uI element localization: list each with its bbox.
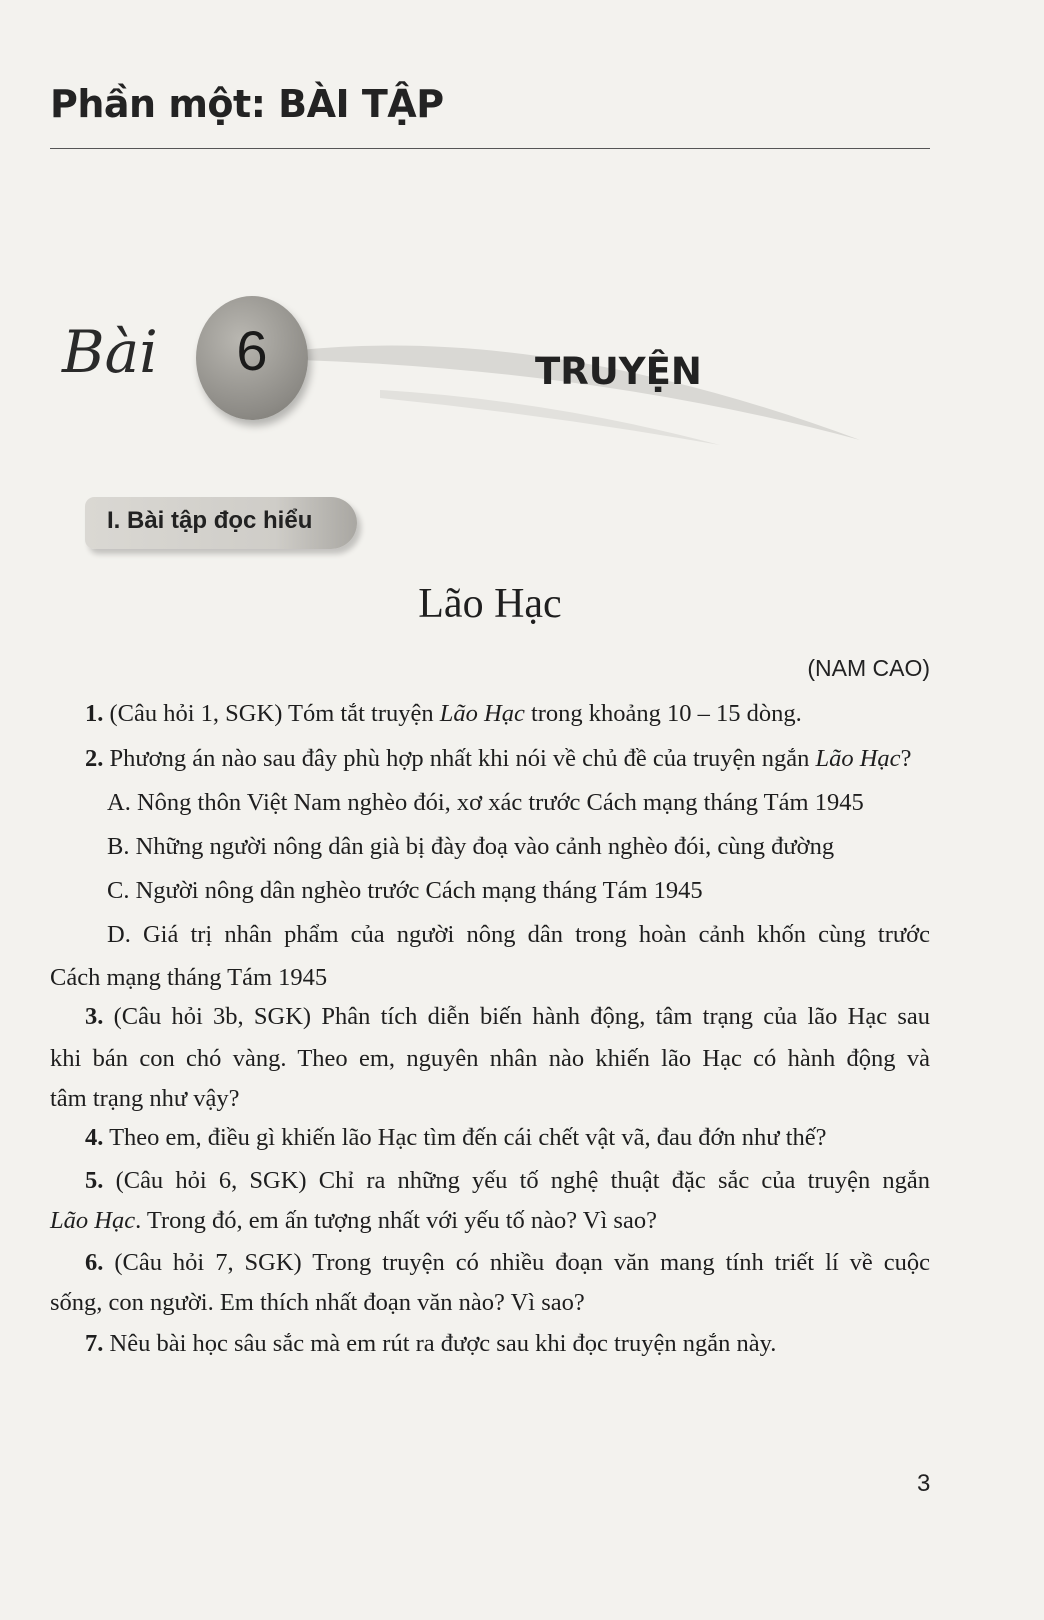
italic-title: Lão Hạc <box>439 700 525 727</box>
question-6-line-2: sống, con người. Em thích nhất đoạn văn nào? Vì sao? <box>50 1289 585 1316</box>
author: (NAM CAO) <box>807 655 930 681</box>
question-text: . Trong đó, em ấn tượng nhất với yếu tố nào? Vì sao? <box>135 1207 657 1234</box>
question-number: 5. <box>85 1167 104 1194</box>
question-3-line-2: khi bán con chó vàng. Theo em, nguyên nhân nào khiến lão Hạc có hành động và <box>50 1045 930 1072</box>
option-d: D. Giá trị nhân phẩm của người nông dân trong hoàn cảnh khốn cùng trước <box>107 921 930 948</box>
italic-title: Lão Hạc <box>815 745 901 772</box>
question-2 <box>85 745 930 773</box>
question-text: trong khoảng 10 – 15 dòng. <box>524 700 802 727</box>
option-b: B. Những người nông dân già bị đày đoạ vào cảnh nghèo đói, cùng đường <box>107 833 835 860</box>
option-a: A. Nông thôn Việt Nam nghèo đói, xơ xác trước Cách mạng tháng Tám 1945 <box>107 789 864 816</box>
story-title: Lão Hạc <box>418 581 562 627</box>
option-c: C. Người nông dân nghèo trước Cách mạng tháng Tám 1945 <box>107 877 703 904</box>
question-6 <box>85 1249 930 1277</box>
question-text: (Câu hỏi 7, SGK) Trong truyện có nhiều đoạn văn mang tính triết lí về cuộc <box>114 1249 930 1276</box>
question-number: 7. <box>85 1330 104 1357</box>
option-d-continued: Cách mạng tháng Tám 1945 <box>50 964 328 991</box>
lesson-title: TRUYỆN <box>535 350 702 393</box>
question-text: Theo em, điều gì khiến lão Hạc tìm đến cái chết vật vã, đau đớn như thế? <box>109 1124 827 1151</box>
question-text: ? <box>900 745 912 772</box>
question-number: 2. <box>85 745 104 772</box>
question-number: 6. <box>85 1249 104 1276</box>
question-number: 3. <box>85 1003 104 1030</box>
question-text: (Câu hỏi 3b, SGK) Phân tích diễn biến hành động, tâm trạng của lão Hạc sau <box>113 1003 931 1030</box>
question-text: Nêu bài học sâu sắc mà em rút ra được sau khi đọc truyện ngắn này. <box>109 1330 777 1357</box>
lesson-prefix: Bài <box>62 318 158 386</box>
question-text: Phương án nào sau đây phù hợp nhất khi nói về chủ đề của truyện ngắn <box>109 745 816 772</box>
question-5 <box>85 1167 930 1195</box>
question-text: (Câu hỏi 1, SGK) Tóm tắt truyện <box>109 700 440 727</box>
question-3 <box>85 1003 930 1031</box>
italic-title: Lão Hạc <box>50 1207 136 1234</box>
page-number: 3 <box>917 1470 931 1497</box>
title-divider <box>50 148 930 149</box>
lesson-number: 6 <box>236 319 268 382</box>
question-7 <box>85 1330 930 1358</box>
part-title: Phần một: BÀI TẬP <box>50 82 444 126</box>
question-1 <box>85 700 930 728</box>
section-label-text: I. Bài tập đọc hiểu <box>107 507 313 534</box>
lesson-number-badge <box>196 296 308 420</box>
question-3-line-3: tâm trạng như vậy? <box>50 1085 240 1112</box>
question-4 <box>85 1124 930 1152</box>
question-5-line-2 <box>50 1207 930 1235</box>
question-number: 1. <box>85 700 104 727</box>
question-text: (Câu hỏi 6, SGK) Chỉ ra những yếu tố nghệ thuật đặc sắc của truyện ngắn <box>115 1167 930 1194</box>
question-number: 4. <box>85 1124 104 1151</box>
section-label <box>85 497 357 549</box>
